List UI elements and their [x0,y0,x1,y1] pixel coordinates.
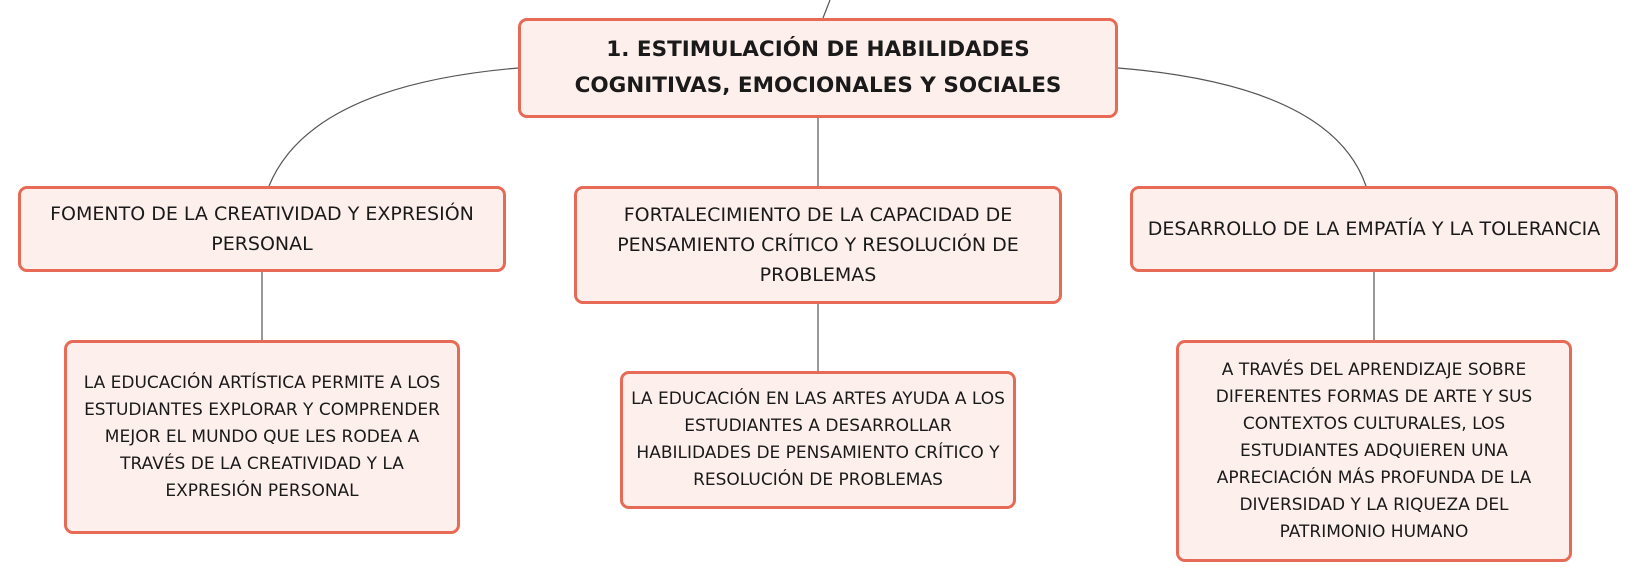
connector-root-to-right [1118,68,1366,186]
subtopic-empathy-node[interactable] [1130,186,1618,272]
detail-critical-thinking-node[interactable] [620,371,1016,509]
detail-creativity-text: LA EDUCACIÓN ARTÍSTICA PERMITE A LOS ESTUDIANTES EXPLORAR Y COMPRENDER MEJOR EL MUNDO QUE LES RODEA A TRAVÉS DE LA CREATIVIDAD Y LA EXPRESIÓN PERSONAL [83,372,441,501]
connector-parent-to-root [823,0,830,18]
subtopic-critical-thinking-node[interactable] [574,186,1062,304]
subtopic-creativity-label: FOMENTO DE LA CREATIVIDAD Y EXPRESIÓN PERSONAL [50,203,474,255]
detail-critical-thinking-text: LA EDUCACIÓN EN LAS ARTES AYUDA A LOS ESTUDIANTES A DESARROLLAR HABILIDADES DE PENSAMIENTO CRÍTICO Y RESOLUCIÓN DE PROBLEMAS [631,389,1005,490]
detail-creativity-node[interactable] [64,340,460,534]
root-topic-node[interactable] [518,18,1118,118]
detail-empathy-text: A TRAVÉS DEL APRENDIZAJE SOBRE DIFERENTES FORMAS DE ARTE Y SUS CONTEXTOS CULTURALES, LOS ESTUDIANTES ADQUIEREN UNA APRECIACIÓN MÁS PROFUNDA DE LA DIVERSIDAD Y LA RIQUEZA DEL PATRIMONIO HUMANO [1215,359,1533,542]
root-topic-label: 1. ESTIMULACIÓN DE HABILIDADES COGNITIVAS, EMOCIONALES Y SOCIALES [574,37,1062,98]
detail-empathy-node[interactable] [1176,340,1572,562]
subtopic-critical-thinking-label: FORTALECIMIENTO DE LA CAPACIDAD DE PENSAMIENTO CRÍTICO Y RESOLUCIÓN DE PROBLEMAS [617,204,1019,286]
subtopic-empathy-label: DESARROLLO DE LA EMPATÍA Y LA TOLERANCIA [1147,218,1601,240]
subtopic-creativity-node[interactable] [18,186,506,272]
connector-root-to-left [269,68,518,186]
